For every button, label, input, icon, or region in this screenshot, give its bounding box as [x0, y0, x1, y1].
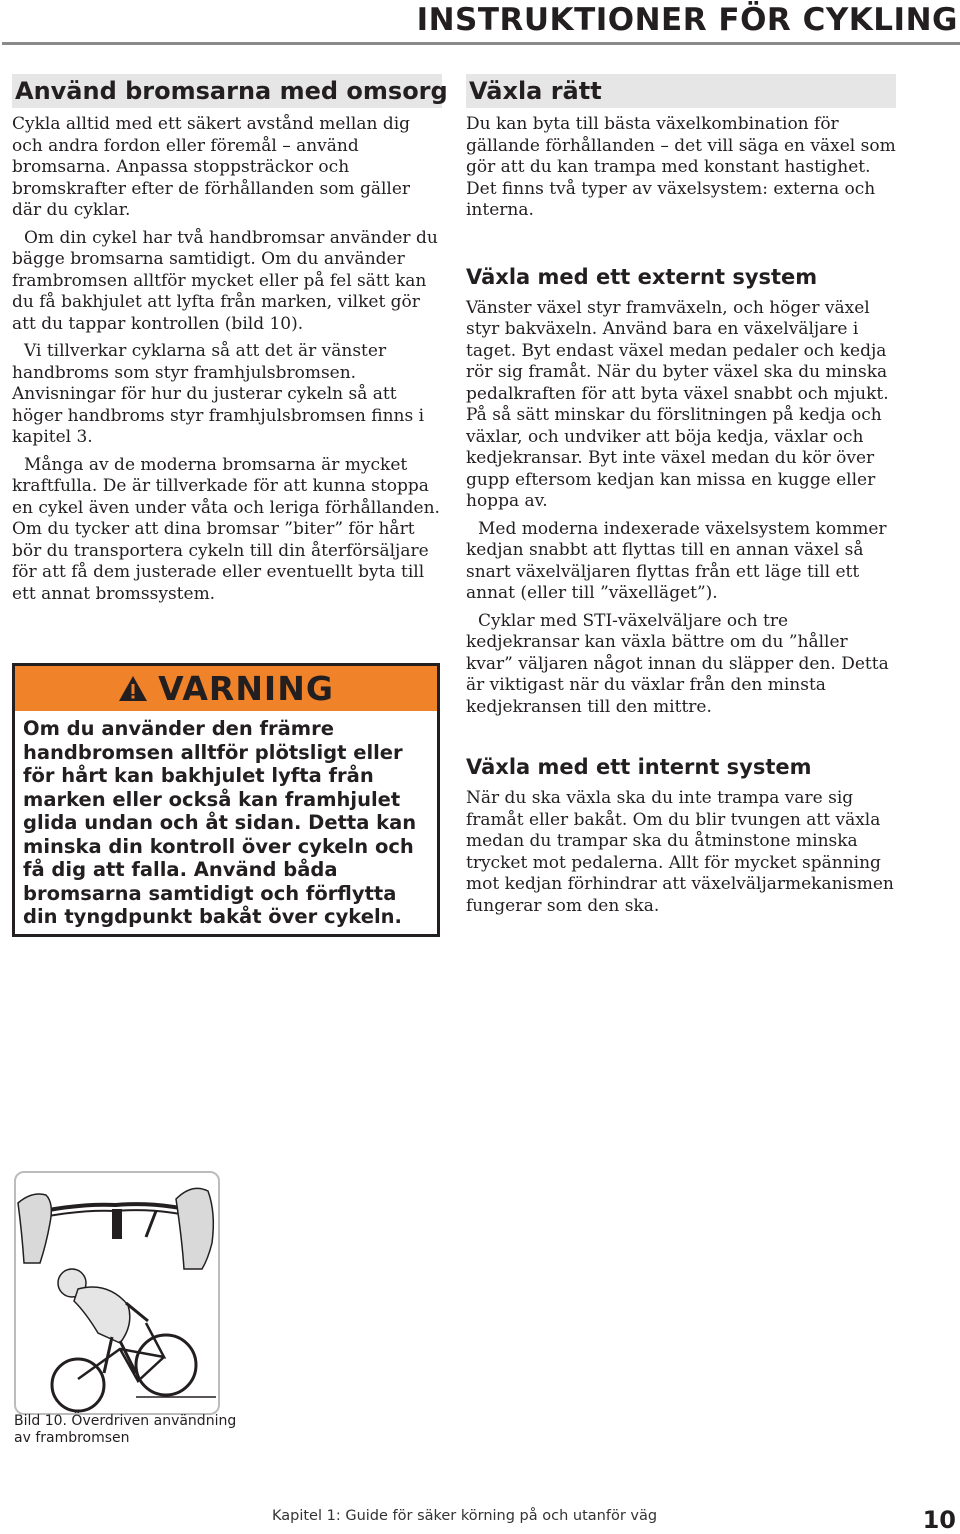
section-heading-gears: Växla rätt — [466, 74, 896, 108]
paragraph: Om din cykel har två handbromsar använder du bägge bromsarna samtidigt. Om du använder frambromsen alltför mycket eller på fel sätt kan du få bakhjulet att lyfta från marken, vilket gör att du tappar kontrollen (bild 10). — [12, 227, 438, 334]
paragraph: Vi tillverkar cyklarna så att det är vänster handbroms som styr framhjulsbromsen. Anvisningar för hur du justerar cykeln så att höger handbroms styr framhjulsbromsen finns i kapitel 3. — [12, 341, 425, 447]
figure-caption: Bild 10. Överdriven användning av frambromsen — [14, 1413, 237, 1446]
section-heading-brakes: Använd bromsarna med omsorg — [12, 74, 442, 108]
warning-text: Om du använder den främre handbromsen alltför plötsligt eller för hårt kan bakhjulet lyfta från marken eller också kan framhjulet glida undan och åt sidan. Detta kan minska din kontroll över cykeln och få dig att falla. Använd båda bromsarna samtidigt och förflytta din tyngdpunkt bakåt över cykeln. — [23, 717, 417, 928]
paragraph: Många av de moderna bromsarna är mycket kraftfulla. De är tillverkade för att kunna stoppa en cykel även under våta och leriga förhållanden. Om du tycker att dina bromsar ”biter” för hårt bör du transportera cykeln till din återförsäljare för att få dem justerade eller eventuellt byta till ett annat bromssystem. — [12, 454, 440, 604]
figure-illustration — [14, 1171, 220, 1415]
warning-label: VARNING — [158, 669, 334, 708]
paragraph: Med moderna indexerade växelsystem kommer kedjan snabbt att flyttas till en annan växel så snart växelväljaren flyttas från ett läge till ett annat (eller till ”växelläget”). — [466, 518, 887, 603]
subheading-external: Växla med ett externt system — [466, 264, 818, 289]
header-rule — [2, 42, 960, 45]
left-column — [12, 74, 448, 611]
paragraph: Du kan byta till bästa växelkombination för gällande förhållanden – det vill säga en växel som gör att du kan trampa med konstant hastighet. Det finns två typer av växelsystem: externa och interna. — [466, 114, 896, 220]
page-header-title: INSTRUKTIONER FÖR CYKLING — [416, 2, 958, 38]
footer-chapter-title: Kapitel 1: Guide för säker körning på och utanför väg — [272, 1508, 658, 1524]
warning-triangle-icon — [118, 675, 148, 702]
warning-banner — [15, 666, 437, 711]
warning-box — [12, 663, 440, 937]
cyclist-braking-illustration — [16, 1173, 218, 1413]
right-column — [466, 74, 896, 923]
subheading-internal: Växla med ett internt system — [466, 755, 812, 779]
paragraph: Vänster växel styr framväxeln, och höger växel styr bakväxeln. Använd bara en växelväljare i taget. Byt endast växel medan pedaler och kedja rör sig framåt. När du byter växel ska du minska pedalkraften för att byta växel snabbt och mjukt. På så sätt minskar du förslitningen på kedja och växlar, och undviker att böja kedja, växlar och kedjekransar. Byt inte växel medan du kör över gupp eftersom kedjan kan missa en kugge eller hoppa av. — [466, 297, 889, 511]
paragraph: Cyklar med STI-växelväljare och tre kedjekransar kan växla bättre om du ”håller kvar” väljaren något innan du släpper den. Detta är viktigast när du växlar från den minsta kedjekransen till den mittre. — [466, 610, 889, 717]
paragraph: När du ska växla ska du inte trampa vare sig framåt eller bakåt. Om du blir tvungen att växla medan du trampar ska du åtminstone minska trycket mot pedalerna. Allt för mycket spänning mot kedjan förhindrar att växelväljarmekanismen fungerar som den ska. — [466, 788, 894, 916]
paragraph: Cykla alltid med ett säkert avstånd mellan dig och andra fordon eller föremål – använd bromsarna. Anpassa stoppsträckor och bromskrafter efter de förhållanden som gäller där du cyklar. — [12, 114, 411, 220]
page-number: 10 — [922, 1506, 956, 1534]
